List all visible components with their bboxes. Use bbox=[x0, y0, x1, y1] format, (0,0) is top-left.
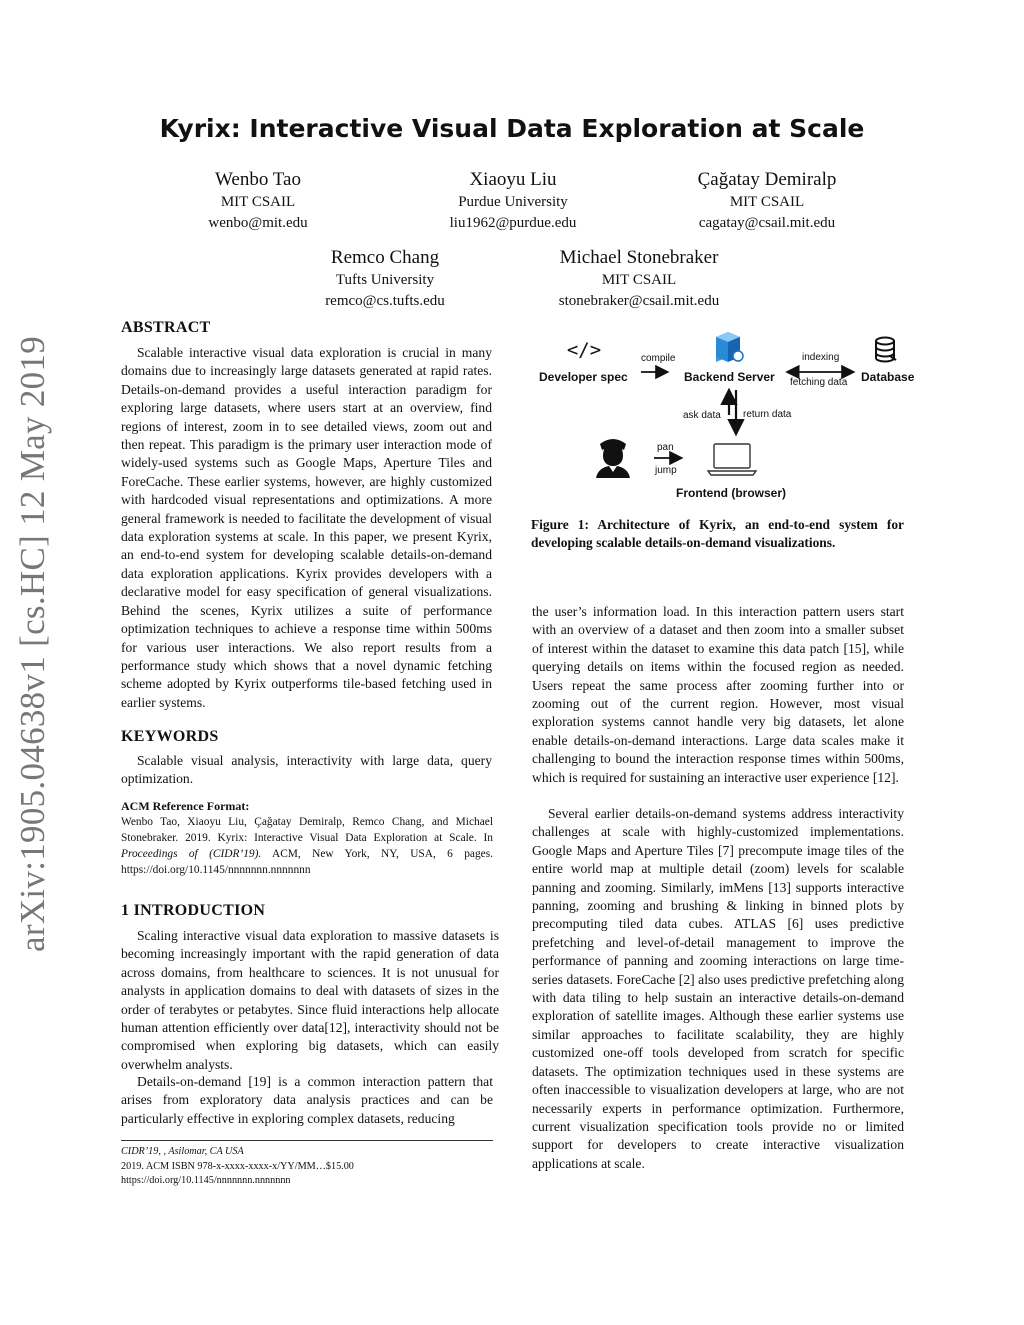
acm-reference bbox=[121, 798, 493, 878]
fetching-data-label: fetching data bbox=[790, 377, 848, 388]
compile-label: compile bbox=[641, 353, 676, 364]
author-block bbox=[509, 246, 769, 312]
footnote-venue: CIDR’19, , Asilomar, CA USA bbox=[121, 1146, 244, 1157]
keywords-heading: KEYWORDS bbox=[121, 728, 219, 745]
backend-server-label: Backend Server bbox=[684, 370, 775, 384]
introduction-paragraph: Scaling interactive visual data exploration to massive datasets is becoming increasingly important with the rapid generation of data across domains, from healthcare to sciences. It is not unusual for analysts in application domains to deal with datasets of sizes in the order of terabytes or petabytes. Since fluid interactions help allocate human attention efficiently over data[12], interactivity should not be compromised when exploring big datasets, which can easily overwhelm analysts. bbox=[121, 928, 499, 1072]
author-email: remco@cs.tufts.edu bbox=[325, 293, 445, 309]
author-name: Xiaoyu Liu bbox=[469, 169, 557, 190]
introduction-heading: 1 INTRODUCTION bbox=[121, 902, 266, 919]
author-email: liu1962@purdue.edu bbox=[449, 215, 577, 231]
author-affiliation: MIT CSAIL bbox=[729, 194, 805, 210]
developer-spec-label: Developer spec bbox=[539, 370, 628, 384]
frontend-label: Frontend (browser) bbox=[676, 486, 786, 500]
author-name: Wenbo Tao bbox=[215, 169, 301, 190]
footnote-rule bbox=[121, 1140, 493, 1141]
body-paragraph: Several earlier details-on-demand systems address interactivity challenges at scale with highly-customized implementations. Google Maps and Aperture Tiles [7] precompute image tiles of the entire world map at multiple detail (zoom) levels for scalable panning and zooming. Similarly, imMens [13] supports interactive panning, zooming and brushing & linking in binned plots by precomputing tiled data cubes. ATLAS [6] uses predictive prefetching and level-of-detail management to improve the performance of panning and zooming interactions on large time-series datasets. ForeCache [2] also uses predictive prefetching along with data tiling to help sustain an interactive details-on-demand exploration of satellite images. Although these earlier systems use similar approaches to facilitate scalability, they are highly customized one-off tools developed from scratch for specific datasets. The optimization techniques used in these systems are often inaccessible to visualization developers at large, who are not necessarily experts in performance optimization. Furthermore, current visualization specification tools provide no or limited support for developers to create interactive visualization applications at scale. bbox=[532, 806, 904, 1171]
laptop-icon bbox=[708, 444, 756, 475]
user-icon bbox=[596, 439, 630, 478]
author-block bbox=[383, 168, 643, 234]
abstract-text: Scalable interactive visual data exploration is crucial in many domains due to increasingly large datasets generated at rapid rates. Details-on-demand provides a useful interaction paradigm for exploring large datasets, where users start at an overview, find regions of interest, zoom in to see detailed views, zoom out and then repeat. This paradigm is the primary user interaction mode of widely-used systems such as Google Maps, Aperture Tiles and ForeCache. These earlier systems, however, are highly customized with hardcoded visual representations and optimizations. A more general framework is needed to facilitate the development of visual data exploration systems at scale. In this paper, we present Kyrix, an end-to-end system for developing scalable details-on-demand data exploration applications. Kyrix provides developers with a declarative model for easy specification of general visualizations. Behind the scenes, Kyrix utilizes a suite of performance optimization techniques to achieve a response time within 500ms for various user interactions. We also report results from a performance study which shows that a novel dynamic fetching scheme adopted by Kyrix outperforms tile-based fetching used in earlier systems. bbox=[121, 345, 492, 710]
ask-data-label: ask data bbox=[683, 410, 721, 421]
acm-reference-citation: Wenbo Tao, Xiaoyu Liu, Çağatay Demiralp, Remco Chang, and Michael Stonebraker. 2019. Kyrix: Interactive Visual Data Exploration at Scale. In bbox=[121, 816, 493, 844]
author-name: Michael Stonebraker bbox=[559, 247, 719, 268]
acm-reference-text bbox=[121, 814, 493, 878]
keywords-text: Scalable visual analysis, interactivity with large data, query optimization. bbox=[121, 753, 492, 787]
introduction-paragraph: Details-on-demand [19] is a common interaction pattern that arises from exploratory data analysis practices and can be particularly effective in exploring complex datasets, reducing bbox=[121, 1074, 493, 1126]
author-block bbox=[128, 168, 388, 234]
author-affiliation: MIT CSAIL bbox=[220, 194, 296, 210]
author-affiliation: Tufts University bbox=[335, 272, 435, 288]
author-name: Remco Chang bbox=[330, 247, 440, 268]
body-paragraph: the user’s information load. In this interaction pattern users start with an overview of a dataset and then zoom into a smaller subset of interest within the dataset to examine this data patch [15], while querying details on items within the focused region as needed. Users repeat the same process after zooming further into or zooming out of the current region. However, most visual exploration systems cannot handle very big datasets, let alone enable details-on-demand interactions. Large data scales make it challenging to bound the interaction response times within 500ms, which is required for sustaining an interactive user experience [12]. bbox=[532, 604, 904, 785]
code-icon: </> bbox=[566, 339, 602, 361]
author-email: stonebraker@csail.mit.edu bbox=[558, 293, 720, 309]
author-name: Çağatay Demiralp bbox=[697, 169, 837, 190]
author-email: cagatay@csail.mit.edu bbox=[698, 215, 836, 231]
author-block bbox=[637, 168, 897, 234]
author-email: wenbo@mit.edu bbox=[208, 215, 308, 231]
pan-label: pan bbox=[657, 442, 674, 453]
paper-title: Kyrix: Interactive Visual Data Exploration at Scale bbox=[159, 114, 865, 143]
footnotes bbox=[121, 1145, 493, 1189]
database-label: Database bbox=[861, 370, 915, 384]
jump-label: jump bbox=[655, 465, 677, 476]
architecture-diagram bbox=[530, 320, 920, 510]
acm-reference-heading: ACM Reference Format: bbox=[121, 799, 250, 813]
database-icon bbox=[876, 338, 896, 362]
author-block bbox=[255, 246, 515, 312]
author-affiliation: Purdue University bbox=[458, 194, 568, 210]
return-data-label: return data bbox=[743, 409, 792, 420]
acm-reference-venue: Proceedings of (CIDR’19). bbox=[121, 848, 262, 860]
footnote-doi: https://doi.org/10.1145/nnnnnnn.nnnnnnn bbox=[121, 1175, 291, 1186]
acm-reference-publisher: ACM, New York, NY, USA, 6 pages. https://doi.org/10.1145/nnnnnnn.nnnnnnn bbox=[121, 848, 494, 876]
footnote-isbn: 2019. ACM ISBN 978-x-xxxx-xxxx-x/YY/MM…$15.00 bbox=[121, 1160, 354, 1172]
figure-caption: Figure 1: Architecture of Kyrix, an end-to-end system for developing scalable details-on-demand visualizations. bbox=[531, 517, 904, 551]
architecture-figure bbox=[530, 320, 920, 510]
server-icon bbox=[716, 332, 743, 362]
arxiv-stamp: arXiv:1905.04638v1 [cs.HC] 12 May 2019 bbox=[13, 335, 52, 952]
indexing-label: indexing bbox=[802, 352, 840, 363]
abstract-heading: ABSTRACT bbox=[121, 319, 211, 336]
author-affiliation: MIT CSAIL bbox=[601, 272, 677, 288]
